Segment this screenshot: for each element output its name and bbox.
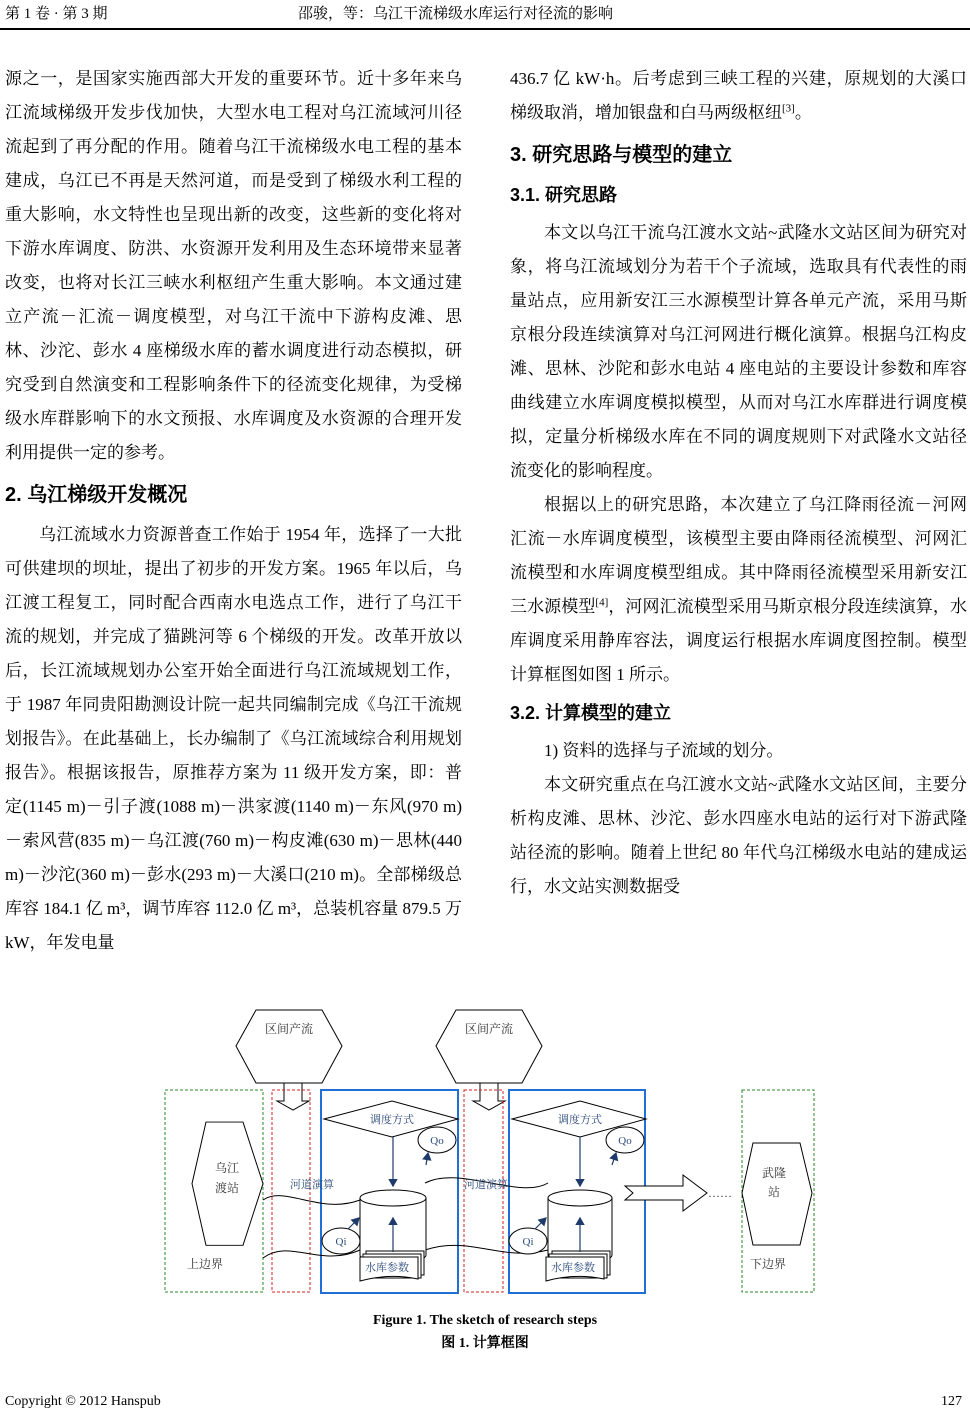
subsection-heading: 3.1. 研究思路 <box>510 185 618 205</box>
text: ，河网汇流模型采用马斯京根分段连续演算，水库调度采用静库容法，调度运行根据水库调度图控制。模型计算框图如图 1 所示。 <box>510 597 968 684</box>
journal-volume: 第 1 卷 · 第 3 期 <box>5 6 108 22</box>
downstream-station-label: 站 <box>767 1185 781 1199</box>
paragraph: 乌江流域水力资源普查工作始于 1954 年，选择了一大批可供建坝的坝址，提出了初步的开发方案。1965 年以后，乌江渡工程复工，同时配合西南水电选点工作，进行了乌江干流的规划，并完成了猫跳河等 6 个梯级的开发。改革开放以后，长江流域规划办公室开始全面进行乌江流域规划工作，于 1987 年同贵阳勘测设计院一起共同编制完成《乌江干流规划报告》。在此基础上，长办编制了《乌江流域综合利用规划报告》。根据该报告，原推荐方案为 11 级开发方案，即：普定(1145 m)－引子渡(1088 m)－洪家渡(1140 m)－东风(970 m)－索风营(835 m)－乌江渡(760 m)－构皮滩(630 m)－思林(440 m)－沙沱(360 m)－彭水(293 m)－大溪口(210 m)。全部梯级总库容 184.1 亿 m³，调节库容 112.0 亿 m³，总装机容量 879.5 万 kW，年发电量 <box>5 525 462 952</box>
qi-label-1: Qi <box>335 1236 347 1248</box>
runoff-label-2: 区间产流 <box>464 1022 514 1036</box>
page-number: 127 <box>941 1394 962 1409</box>
section-heading: 3. 研究思路与模型的建立 <box>510 144 733 166</box>
qi-label-2: Qi <box>522 1236 534 1248</box>
citation: [3] <box>782 102 795 115</box>
outflow-arrow <box>625 1175 707 1211</box>
paragraph: 本文研究重点在乌江渡水文站~武隆水文站区间，主要分析构皮滩、思林、沙沱、彭水四座水电站的运行对下游武隆站径流的影响。随着上世纪 80 年代乌江梯级水电站的建成运行，水文站实测数据受 <box>510 775 967 896</box>
lower-boundary-label: 下边界 <box>750 1257 787 1271</box>
runoff-label-1: 区间产流 <box>264 1022 314 1036</box>
params-label-2: 水库参数 <box>551 1262 595 1274</box>
runoff-hexagon-1 <box>236 1010 342 1083</box>
running-title: 邵骏，等：乌江干流梯级水库运行对径流的影响 <box>298 6 614 22</box>
citation: [4] <box>595 596 609 609</box>
upper-boundary-label: 上边界 <box>187 1257 224 1271</box>
ellipsis-dots: …… <box>708 1186 732 1200</box>
figure-caption-cn: 图 1. 计算框图 <box>441 1336 529 1351</box>
paragraph: 源之一，是国家实施西部大开发的重要环节。近十多年来乌江流域梯级开发步伐加快，大型水电工程对乌江流域河川径流起到了再分配的作用。随着乌江干流梯级水电工程的基本建成，乌江已不再是天然河道，而是受到了梯级水利工程的重大影响，水文特性也呈现出新的改变，这些新的变化将对下游水库调度、防洪、水资源开发利用及生态环境带来显著改变，也将对长江三峡水利枢纽产生重大影响。本文通过建立产流－汇流－调度模型，对乌江干流中下游构皮滩、思林、沙沱、彭水 4 座梯级水库的蓄水调度进行动态模拟，研究受到自然演变和工程影响条件下的径流变化规律，为受梯级水库群影响下的水文预报、水库调度及水资源的合理开发利用提供一定的参考。 <box>5 69 462 462</box>
runoff-hexagon-2 <box>436 1010 542 1083</box>
routing-box-2 <box>464 1090 503 1292</box>
routing-label-2: 河道演算 <box>464 1179 508 1191</box>
down-arrow-1 <box>277 1083 309 1110</box>
upstream-station-label: 乌江 <box>214 1161 240 1175</box>
section-heading: 2. 乌江梯级开发概况 <box>5 484 188 506</box>
text: 根据以上的研究思路，本次建立了乌江降雨径流－河网汇流－水库调度模型，该模型主要由降雨径流模型、河网汇流模型和水库调度模型组成。其中降雨径流模型采用新安江三水源模型 <box>510 495 967 616</box>
downstream-station-label: 武隆 <box>761 1166 787 1180</box>
copyright: Copyright © 2012 Hanspub <box>5 1394 161 1409</box>
paragraph: 1) 资料的选择与子流域的划分。 <box>544 741 784 760</box>
paragraph: 本文以乌江干流乌江渡水文站~武隆水文站区间为研究对象，将乌江流域划分为若干个子流域，选取具有代表性的雨量站点，应用新安江三水源模型计算各单元产流，采用马斯京根分段连续演算对乌江河网进行概化演算。根据乌江构皮滩、思林、沙陀和彭水电站 4 座电站的主要设计参数和库容曲线建立水库调度模拟模型，从而对乌江水库群进行调度模拟，定量分析梯级水库在不同的调度规则下对武隆水文站径流变化的影响程度。 <box>510 223 967 480</box>
params-label-1: 水库参数 <box>365 1262 409 1274</box>
text: 436.7 亿 kW·h。后考虑到三峡工程的兴建，原规划的大溪口梯级取消，增加银盘和白马两级枢纽 <box>510 69 967 122</box>
qo-label-1: Qo <box>430 1135 444 1147</box>
qo-label-2: Qo <box>618 1135 632 1147</box>
routing-box-1 <box>272 1090 310 1292</box>
dispatch-label-1: 调度方式 <box>370 1114 414 1126</box>
routing-label-1: 河道演算 <box>290 1179 334 1191</box>
figure-caption-en: Figure 1. The sketch of research steps <box>372 1313 598 1328</box>
subsection-heading: 3.2. 计算模型的建立 <box>510 703 672 723</box>
down-arrow-2 <box>473 1083 505 1110</box>
text: 。 <box>794 103 812 122</box>
upstream-station-label: 渡站 <box>214 1181 240 1195</box>
dispatch-label-2: 调度方式 <box>558 1114 602 1126</box>
